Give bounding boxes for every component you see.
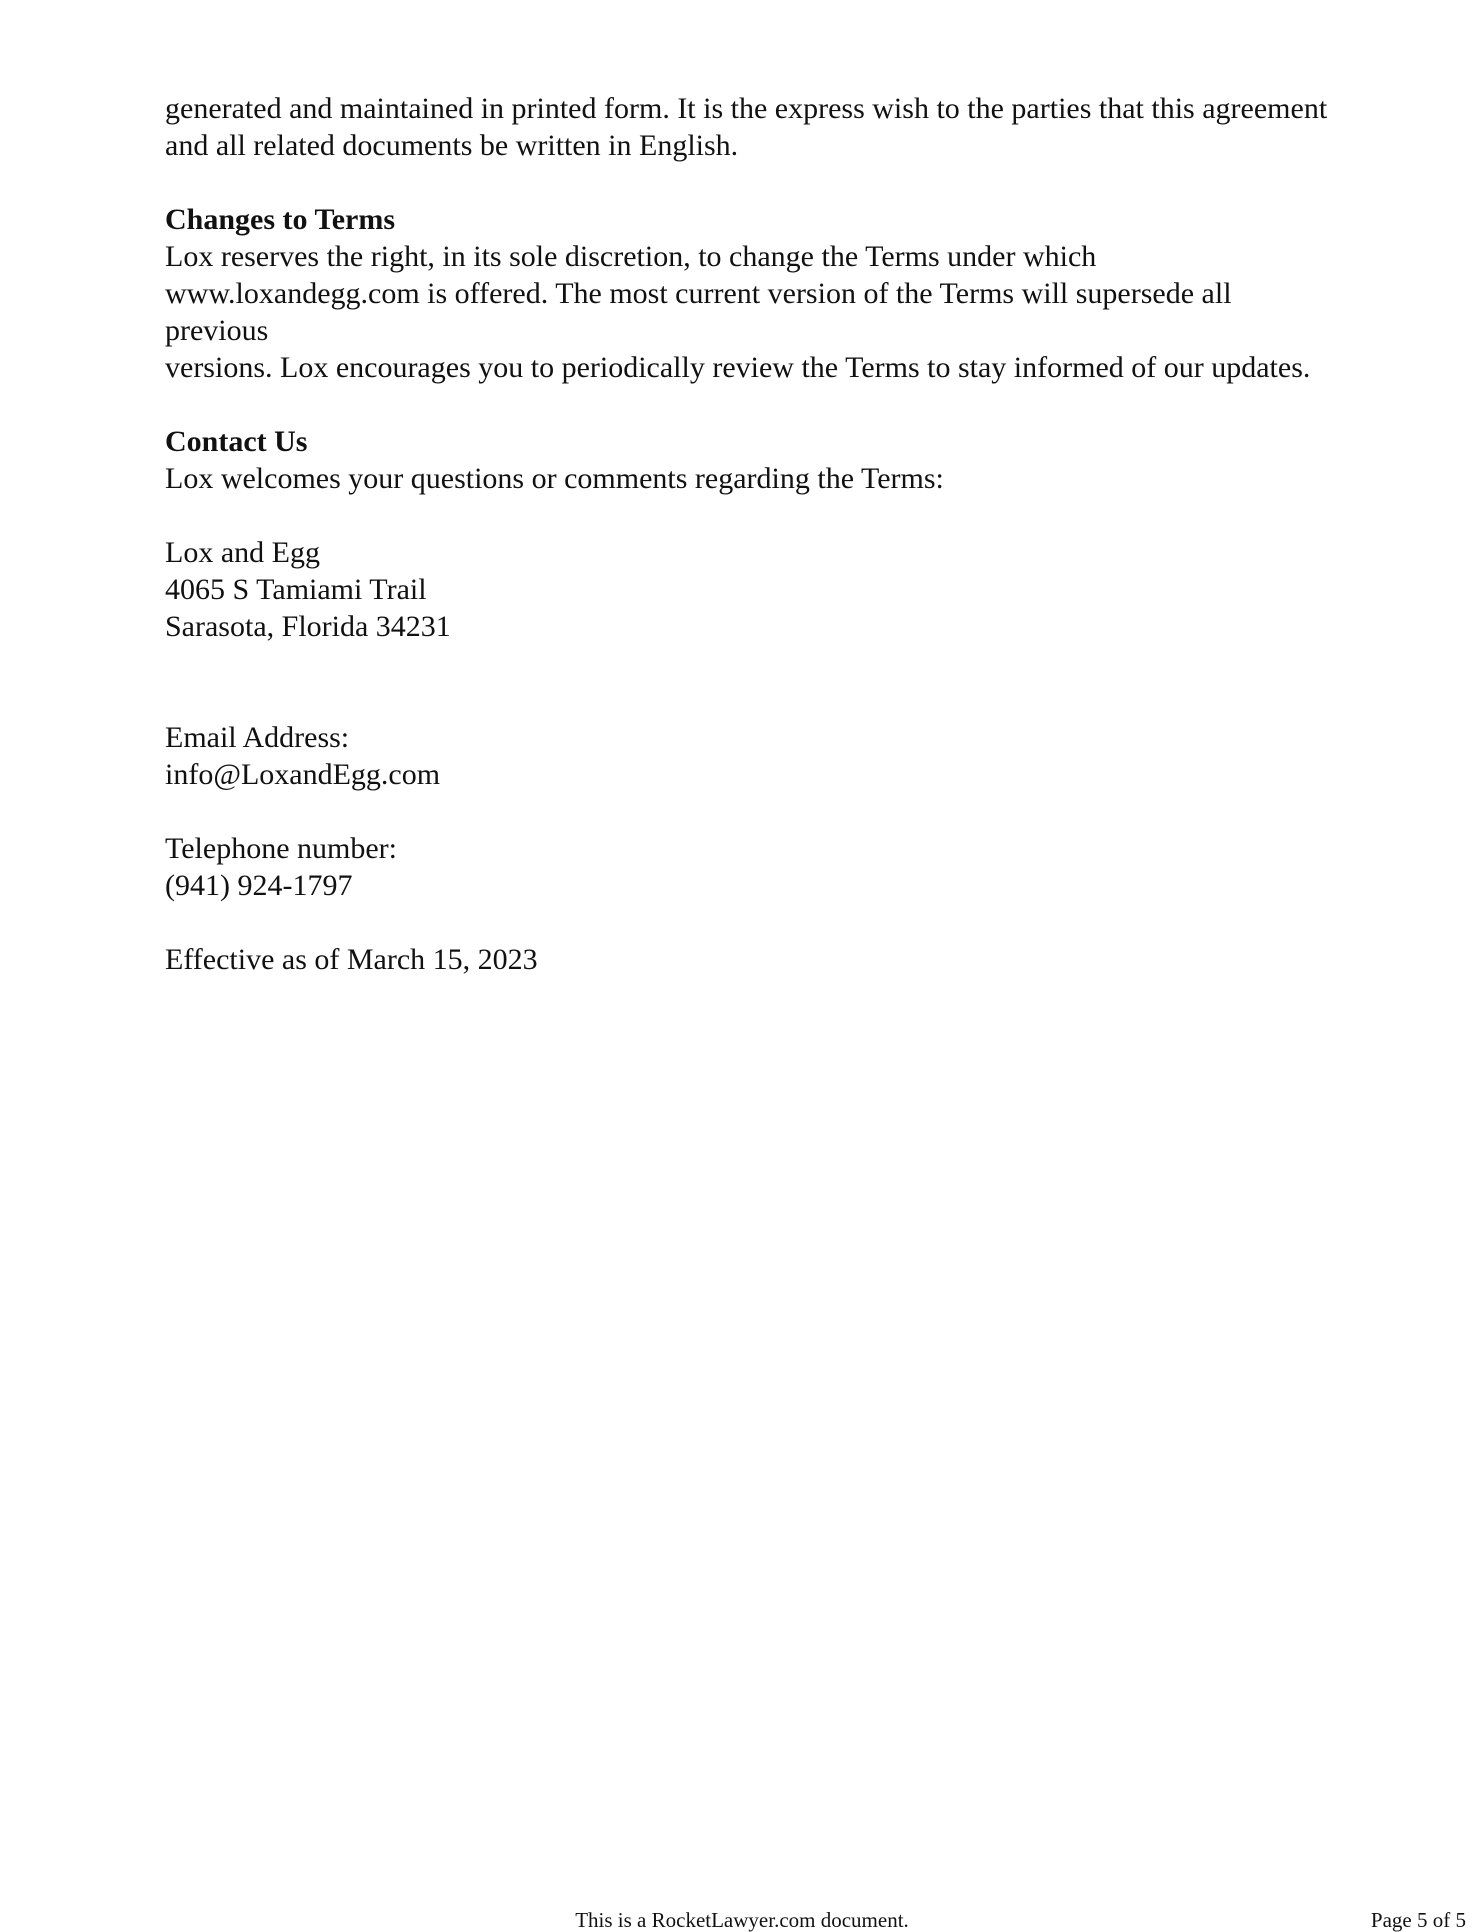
effective-date: Effective as of March 15, 2023 xyxy=(165,943,538,976)
changes-line-3: versions. Lox encourages you to periodically review the Terms to stay informed of our updates. xyxy=(165,351,1311,384)
footer-note: This is a RocketLawyer.com document. xyxy=(575,1908,909,1932)
intro-line-1: generated and maintained in printed form. It is the express wish to the parties that this agreement xyxy=(165,92,1328,125)
intro-line-2: and all related documents be written in English. xyxy=(165,129,739,162)
contact-heading: Contact Us xyxy=(165,425,308,458)
intro-paragraph xyxy=(165,90,1330,164)
email-label: Email Address: xyxy=(165,721,350,754)
contact-address xyxy=(165,534,1330,645)
document-page xyxy=(165,90,1330,978)
city-state-zip: Sarasota, Florida 34231 xyxy=(165,610,451,643)
company-name: Lox and Egg xyxy=(165,536,320,569)
phone-block xyxy=(165,830,1330,904)
phone-label: Telephone number: xyxy=(165,832,397,865)
changes-paragraph xyxy=(165,238,1330,386)
email-block xyxy=(165,719,1330,793)
changes-line-1: Lox reserves the right, in its sole discretion, to change the Terms under which xyxy=(165,240,1097,273)
phone-number: (941) 924-1797 xyxy=(165,869,353,902)
street-address: 4065 S Tamiami Trail xyxy=(165,573,427,606)
email-address: info@LoxandEgg.com xyxy=(165,758,441,791)
contact-text: Lox welcomes your questions or comments regarding the Terms: xyxy=(165,462,944,495)
changes-heading: Changes to Terms xyxy=(165,203,396,236)
changes-line-2: www.loxandegg.com is offered. The most current version of the Terms will supersede all previous xyxy=(165,277,1232,347)
page-number: Page 5 of 5 xyxy=(1370,1908,1466,1932)
